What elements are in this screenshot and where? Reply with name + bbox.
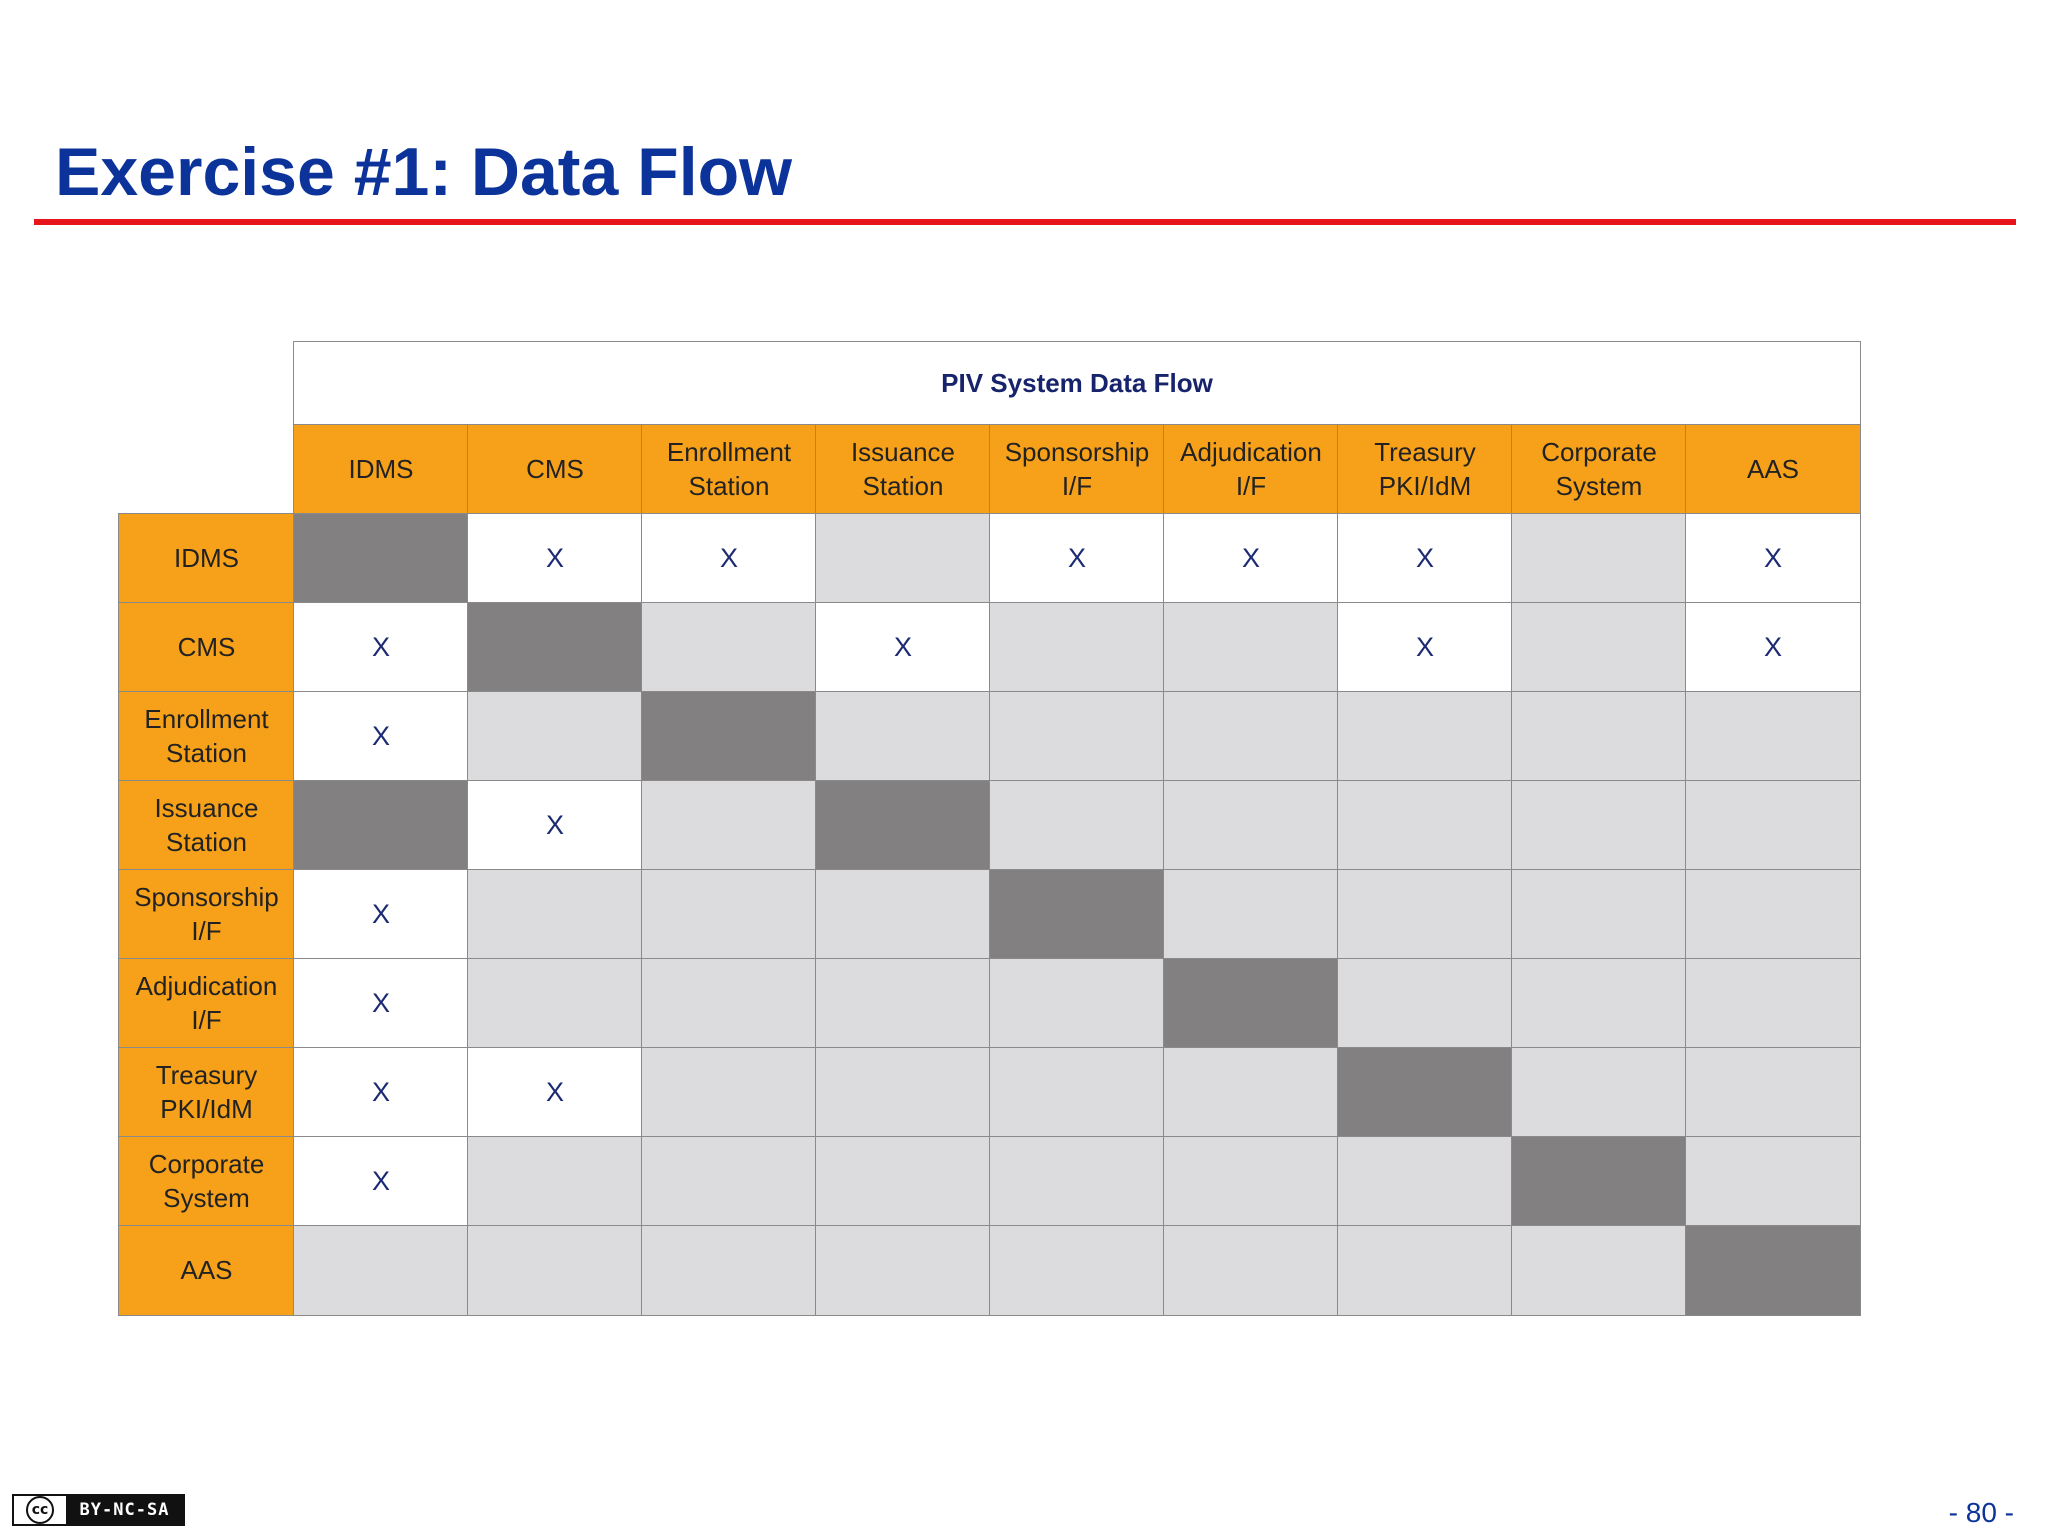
slide-title: Exercise #1: Data Flow	[55, 134, 793, 210]
column-header: Enrollment Station	[641, 424, 817, 515]
matrix-cell-self	[989, 869, 1165, 960]
row-header: Enrollment Station	[118, 691, 295, 782]
matrix-cell-self	[293, 513, 469, 604]
matrix-cell-self	[1685, 1225, 1861, 1316]
matrix-cell-empty	[641, 869, 817, 960]
matrix-cell-empty	[815, 513, 991, 604]
flow-mark: X	[545, 1077, 564, 1107]
matrix-cell-empty	[641, 958, 817, 1049]
matrix-cell-self	[641, 691, 817, 782]
matrix-caption: PIV System Data Flow	[293, 341, 1861, 426]
matrix-cell-empty	[1163, 1225, 1339, 1316]
matrix-cell-empty	[1337, 780, 1513, 871]
flow-mark: X	[1241, 543, 1260, 573]
matrix-cell-empty	[815, 958, 991, 1049]
matrix-cell-empty	[1337, 1225, 1513, 1316]
matrix-cell-empty	[1685, 958, 1861, 1049]
matrix-cell-empty	[1511, 1225, 1687, 1316]
flow-mark: X	[545, 810, 564, 840]
matrix-cell-flow	[1685, 513, 1861, 604]
matrix-cell-empty	[467, 869, 643, 960]
matrix-cell-empty	[1511, 1047, 1687, 1138]
matrix-cell-empty	[641, 1225, 817, 1316]
matrix-cell-self	[467, 602, 643, 693]
matrix-cell-flow	[1685, 602, 1861, 693]
license-badge[interactable]	[12, 1494, 185, 1526]
matrix-cell-empty	[467, 691, 643, 782]
matrix-cell-empty	[815, 869, 991, 960]
row-header: Sponsorship I/F	[118, 869, 295, 960]
matrix-cell-self	[1163, 958, 1339, 1049]
column-header: Adjudication I/F	[1163, 424, 1339, 515]
data-flow-matrix	[119, 342, 1863, 1296]
matrix-cell-empty	[815, 1136, 991, 1227]
matrix-cell-empty	[467, 1225, 643, 1316]
matrix-cell-empty	[641, 1047, 817, 1138]
row-header: Issuance Station	[118, 780, 295, 871]
matrix-cell-empty	[1685, 691, 1861, 782]
matrix-cell-empty	[1163, 869, 1339, 960]
matrix-cell-flow	[1337, 513, 1513, 604]
matrix-cell-self	[1511, 1136, 1687, 1227]
matrix-cell-self	[293, 780, 469, 871]
column-header: Sponsorship I/F	[989, 424, 1165, 515]
matrix-cell-empty	[1163, 780, 1339, 871]
flow-mark: X	[893, 632, 912, 662]
matrix-cell-self	[1337, 1047, 1513, 1138]
column-header: Treasury PKI/IdM	[1337, 424, 1513, 515]
matrix-cell-flow	[467, 513, 643, 604]
flow-mark: X	[1415, 543, 1434, 573]
flow-mark: X	[1067, 543, 1086, 573]
row-header: IDMS	[118, 513, 295, 604]
matrix-cell-empty	[641, 780, 817, 871]
flow-mark: X	[1763, 632, 1782, 662]
matrix-cell-empty	[1337, 691, 1513, 782]
flow-mark: X	[1415, 632, 1434, 662]
flow-mark: X	[545, 543, 564, 573]
matrix-cell-empty	[1685, 869, 1861, 960]
flow-mark: X	[371, 632, 390, 662]
matrix-cell-empty	[1511, 602, 1687, 693]
matrix-cell-empty	[1163, 1047, 1339, 1138]
matrix-cell-empty	[815, 1225, 991, 1316]
matrix-cell-empty	[1511, 691, 1687, 782]
matrix-cell-flow	[1337, 602, 1513, 693]
matrix-cell-empty	[989, 1047, 1165, 1138]
matrix-cell-empty	[1337, 958, 1513, 1049]
matrix-cell-flow	[467, 1047, 643, 1138]
flow-mark: X	[719, 543, 738, 573]
flow-mark: X	[371, 721, 390, 751]
matrix-cell-empty	[1511, 958, 1687, 1049]
matrix-cell-empty	[1685, 1136, 1861, 1227]
column-header: CMS	[467, 424, 643, 515]
title-underline	[34, 219, 2016, 225]
matrix-cell-empty	[1685, 780, 1861, 871]
matrix-cell-empty	[1337, 869, 1513, 960]
matrix-cell-empty	[641, 602, 817, 693]
matrix-cell-empty	[467, 1136, 643, 1227]
matrix-cell-flow	[467, 780, 643, 871]
matrix-cell-empty	[641, 1136, 817, 1227]
column-header: Issuance Station	[815, 424, 991, 515]
matrix-cell-empty	[1163, 602, 1339, 693]
matrix-cell-flow	[989, 513, 1165, 604]
matrix-cell-empty	[989, 780, 1165, 871]
flow-mark: X	[371, 1077, 390, 1107]
matrix-cell-empty	[989, 958, 1165, 1049]
matrix-cell-empty	[467, 958, 643, 1049]
matrix-cell-flow	[293, 869, 469, 960]
row-header: Corporate System	[118, 1136, 295, 1227]
row-header: Treasury PKI/IdM	[118, 1047, 295, 1138]
flow-mark: X	[371, 899, 390, 929]
matrix-cell-empty	[1511, 869, 1687, 960]
matrix-cell-empty	[1337, 1136, 1513, 1227]
matrix-cell-empty	[989, 1136, 1165, 1227]
matrix-cell-empty	[293, 1225, 469, 1316]
matrix-cell-flow	[293, 1136, 469, 1227]
cc-icon	[14, 1496, 66, 1524]
flow-mark: X	[371, 1166, 390, 1196]
flow-mark: X	[371, 988, 390, 1018]
matrix-cell-flow	[1163, 513, 1339, 604]
matrix-cell-empty	[989, 691, 1165, 782]
matrix-cell-flow	[293, 1047, 469, 1138]
row-header: CMS	[118, 602, 295, 693]
matrix-cell-empty	[815, 1047, 991, 1138]
matrix-cell-flow	[293, 958, 469, 1049]
column-header: IDMS	[293, 424, 469, 515]
matrix-cell-empty	[1163, 691, 1339, 782]
matrix-corner	[119, 342, 294, 514]
matrix-cell-flow	[293, 691, 469, 782]
matrix-cell-empty	[989, 602, 1165, 693]
matrix-cell-self	[815, 780, 991, 871]
matrix-cell-empty	[1685, 1047, 1861, 1138]
matrix-cell-flow	[293, 602, 469, 693]
column-header: AAS	[1685, 424, 1861, 515]
license-label: BY-NC-SA	[79, 1500, 170, 1520]
matrix-cell-flow	[815, 602, 991, 693]
row-header: AAS	[118, 1225, 295, 1316]
matrix-cell-empty	[1511, 780, 1687, 871]
flow-mark: X	[1763, 543, 1782, 573]
cc-icon-text: cc	[26, 1496, 54, 1524]
matrix-cell-empty	[1163, 1136, 1339, 1227]
row-header: Adjudication I/F	[118, 958, 295, 1049]
matrix-cell-flow	[641, 513, 817, 604]
matrix-cell-empty	[815, 691, 991, 782]
matrix-cell-empty	[989, 1225, 1165, 1316]
matrix-cell-empty	[1511, 513, 1687, 604]
column-header: Corporate System	[1511, 424, 1687, 515]
page-number: - 80 -	[1948, 1497, 2014, 1528]
